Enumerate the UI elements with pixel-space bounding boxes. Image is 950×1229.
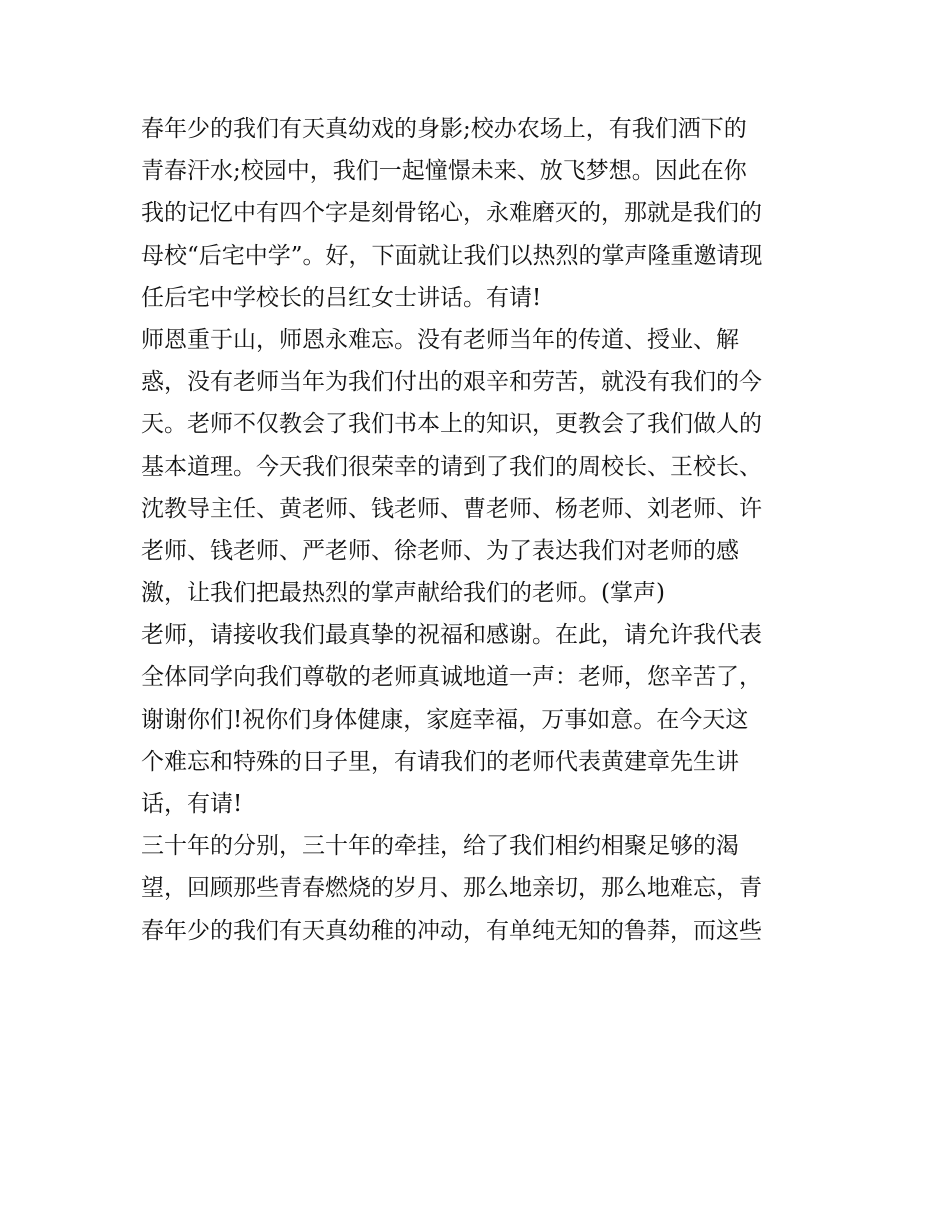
text-line: 沈教导主任、黄老师、钱老师、曹老师、杨老师、刘老师、许 (141, 495, 762, 522)
document-body (141, 108, 821, 952)
text-line: 话，有请! (141, 791, 243, 817)
text-line: 望，回顾那些青春燃烧的岁月、那么地亲切，那么地难忘，青 (141, 875, 762, 902)
text-line: 我的记忆中有四个字是刻骨铭心，永难磨灭的，那就是我们的 (141, 200, 762, 227)
text-line: 天。老师不仅教会了我们书本上的知识，更教会了我们做人的 (141, 411, 762, 438)
text-line: 老师、钱老师、严老师、徐老师、为了表达我们对老师的感 (141, 537, 739, 564)
text-line: 个难忘和特殊的日子里，有请我们的老师代表黄建章先生讲 (141, 748, 739, 775)
text-line: 青春汗水;校园中，我们一起憧憬未来、放飞梦想。因此在你 (141, 158, 747, 185)
text-line: 任后宅中学校长的吕红女士讲话。有请! (141, 284, 542, 311)
text-line: 三十年的分别，三十年的牵挂，给了我们相约相聚足够的渴 (141, 833, 739, 860)
text-line: 谢谢你们!祝你们身体健康，家庭幸福，万事如意。在今天这 (141, 706, 749, 733)
text-line: 惑，没有老师当年为我们付出的艰辛和劳苦，就没有我们的今 (141, 369, 762, 396)
text-line: 母校“后宅中学”。好，下面就让我们以热烈的掌声隆重邀请现 (141, 242, 763, 269)
text-line: 春年少的我们有天真幼戏的身影;校办农场上，有我们洒下的 (141, 116, 747, 142)
text-line: 春年少的我们有天真幼稚的冲动，有单纯无知的鲁莽，而这些 (141, 917, 762, 944)
text-line: 激，让我们把最热烈的掌声献给我们的老师。(掌声) (141, 580, 665, 607)
text-line: 老师，请接收我们最真挚的祝福和感谢。在此，请允许我代表 (141, 622, 762, 649)
text-line: 全体同学向我们尊敬的老师真诚地道一声：老师，您辛苦了， (141, 664, 762, 691)
text-line: 基本道理。今天我们很荣幸的请到了我们的周校长、王校长、 (141, 453, 762, 480)
text-line: 师恩重于山，师恩永难忘。没有老师当年的传道、授业、解 (141, 326, 739, 353)
